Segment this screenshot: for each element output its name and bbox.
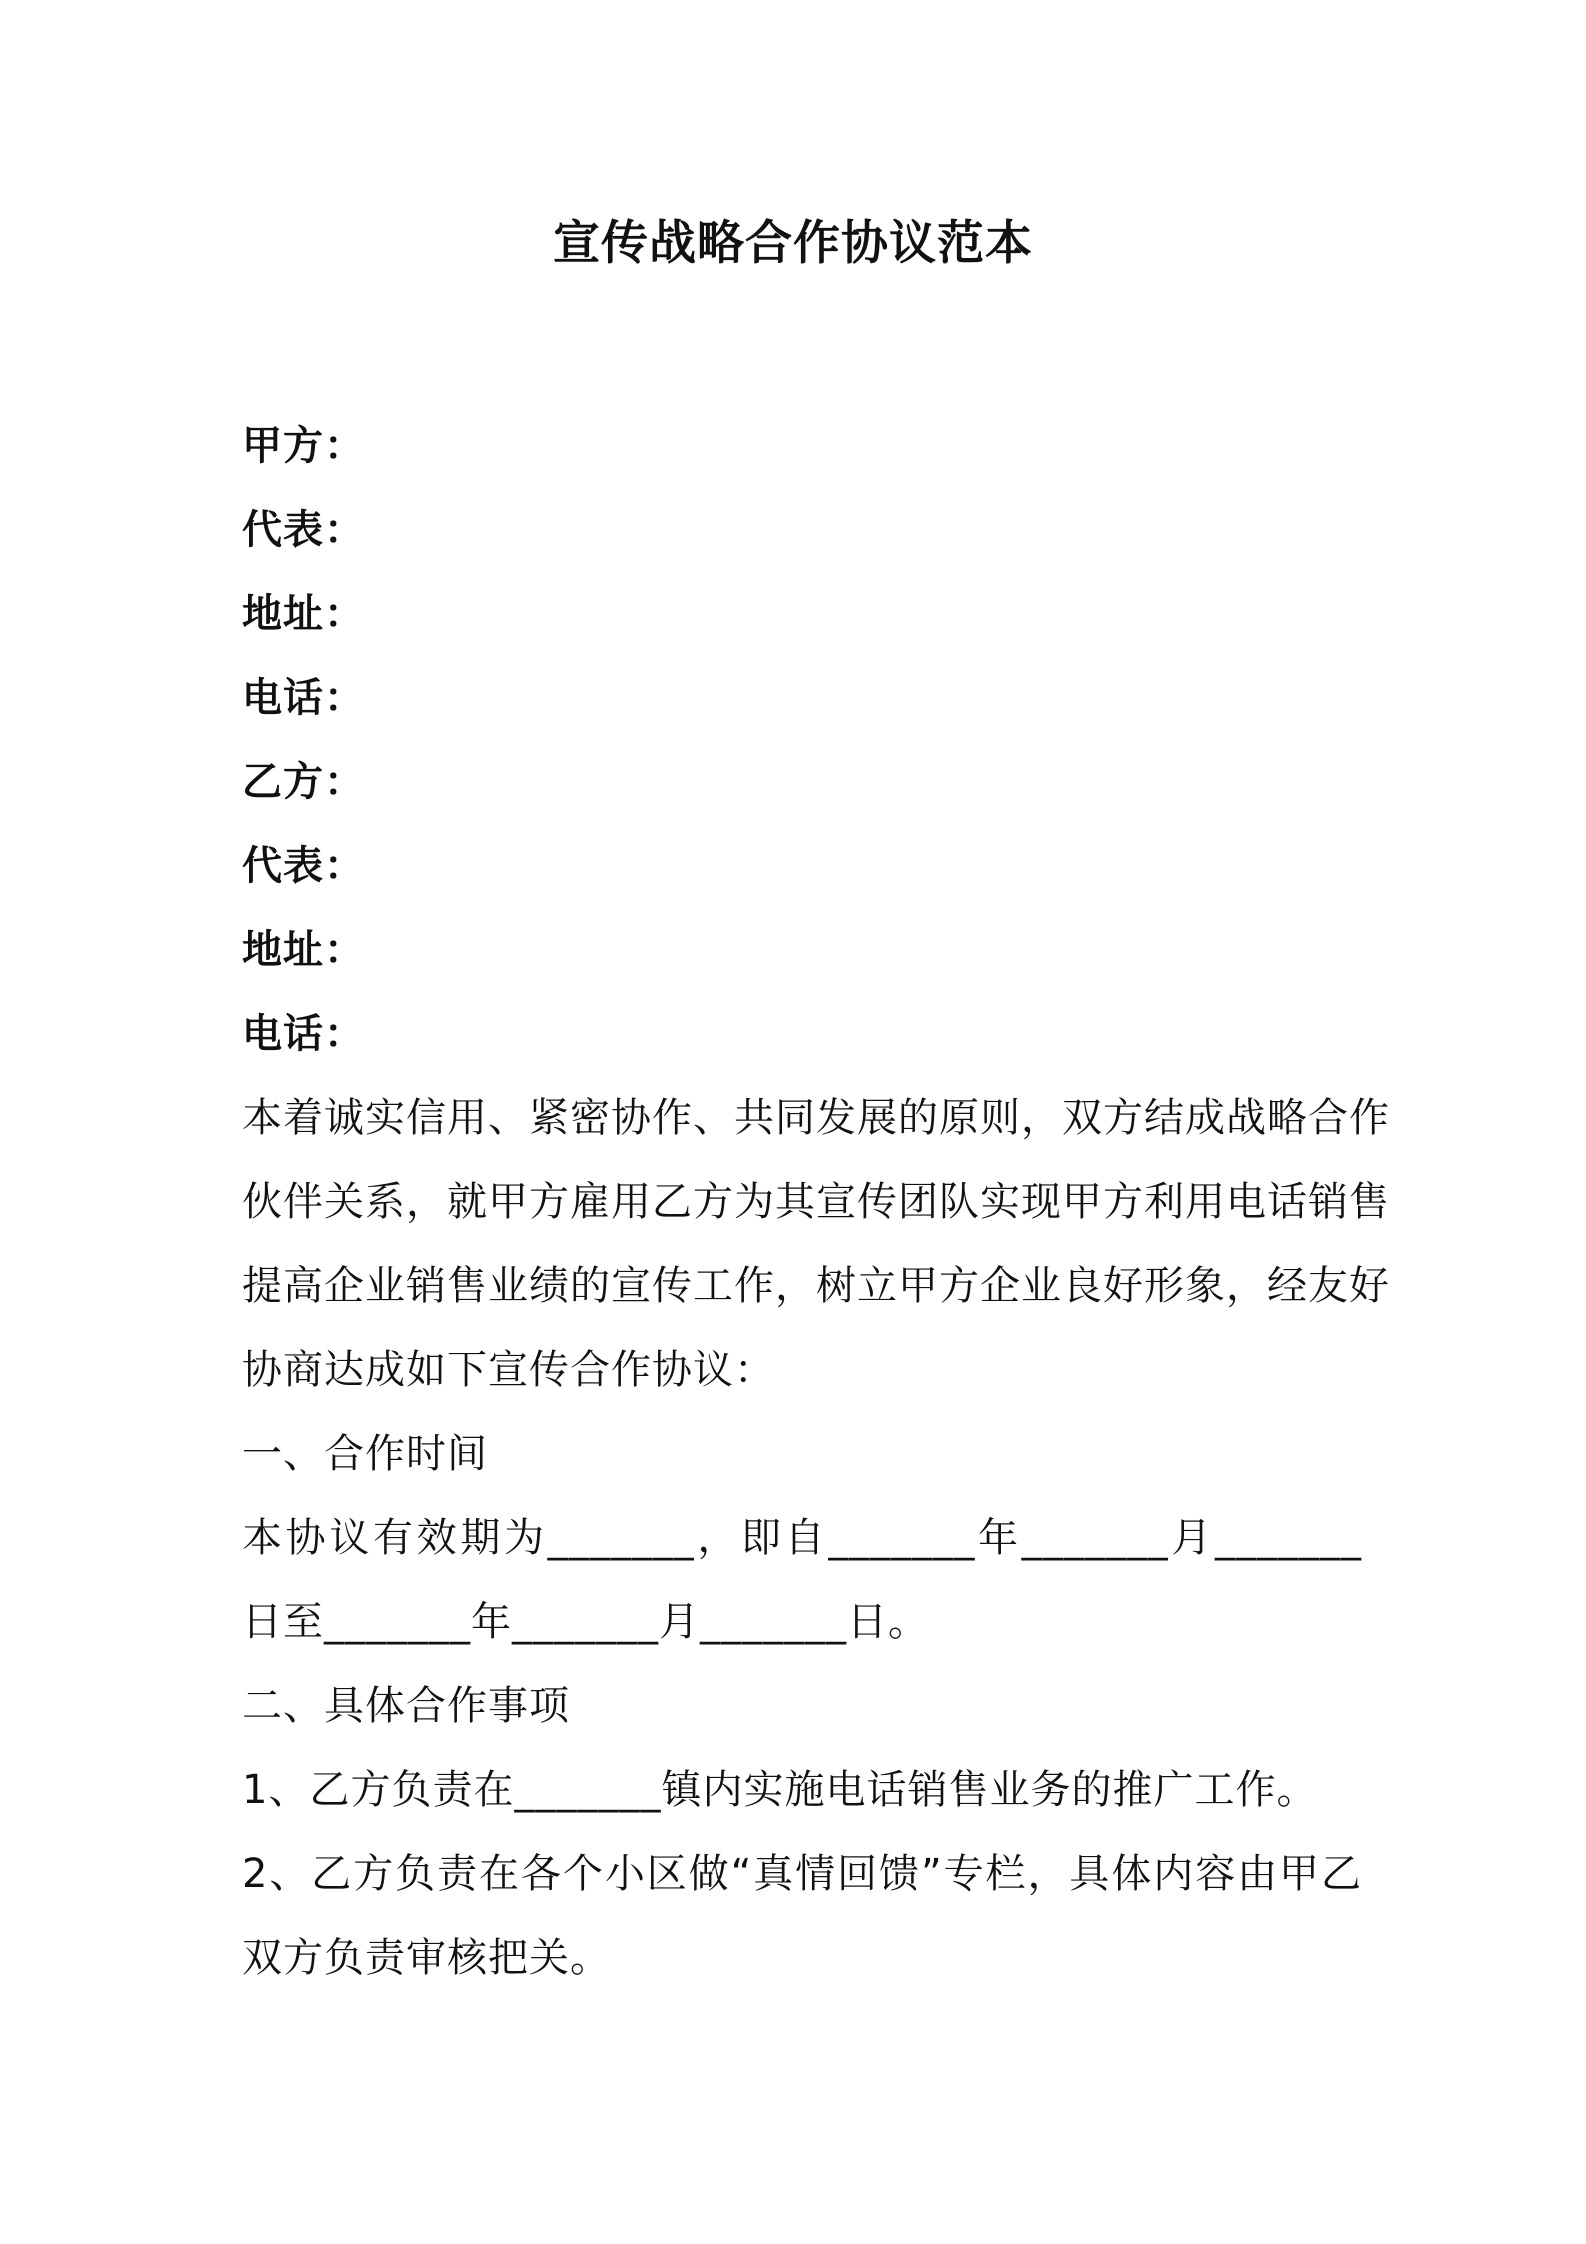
party-a-name-label: 甲方：: [242, 423, 365, 469]
intro-line: 提高企业销售业绩的宣传工作，树立甲方企业良好形象，经友好: [242, 1263, 1390, 1309]
party-b-name-label: 乙方：: [242, 759, 365, 805]
intro-line: 协商达成如下宣传合作协议：: [242, 1347, 775, 1393]
section-1-line: 本协议有效期为_______，即自_______年_______月_______: [242, 1515, 1362, 1561]
document-title: 宣传战略合作协议范本: [553, 216, 1033, 271]
section-2-item: 1、乙方负责在_______镇内实施电话销售业务的推广工作。: [242, 1767, 1318, 1813]
party-b-phone-label: 电话：: [242, 1011, 365, 1057]
section-1-line: 日至_______年_______月_______日。: [242, 1599, 929, 1645]
party-b-rep-label: 代表：: [242, 843, 365, 889]
section-2-heading: 二、具体合作事项: [242, 1683, 570, 1729]
intro-line: 伙伴关系，就甲方雇用乙方为其宣传团队实现甲方利用电话销售: [242, 1179, 1390, 1225]
document-body: [242, 404, 1390, 2000]
party-a-rep-label: 代表：: [242, 507, 365, 553]
intro-line: 本着诚实信用、紧密协作、共同发展的原则，双方结成战略合作: [242, 1095, 1390, 1141]
party-a-phone-label: 电话：: [242, 675, 365, 721]
party-b-address-label: 地址：: [242, 927, 365, 973]
party-a-address-label: 地址：: [242, 591, 365, 637]
section-2-item: 2、乙方负责在各个小区做“真情回馈”专栏，具体内容由甲乙: [242, 1851, 1362, 1897]
section-2-item: 双方负责审核把关。: [242, 1935, 611, 1981]
section-1-heading: 一、合作时间: [242, 1431, 488, 1477]
